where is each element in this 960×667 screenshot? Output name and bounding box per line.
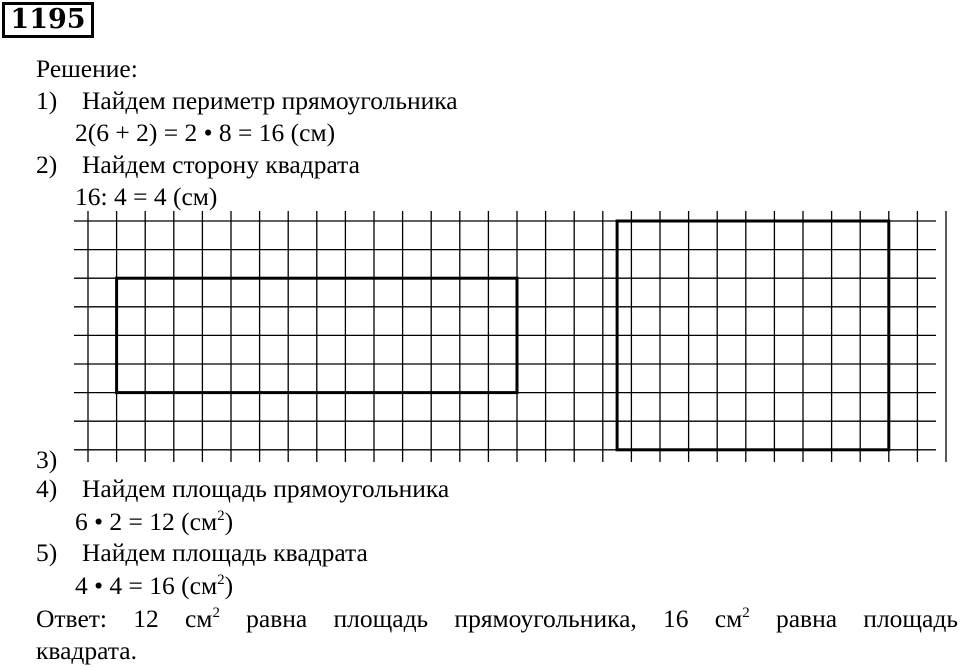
answer-part-3: равна площадь xyxy=(749,604,958,633)
answer-line-2: квадрата. xyxy=(36,636,137,665)
answer-line-1 xyxy=(36,604,958,638)
step-4-heading xyxy=(36,474,449,504)
step-4-formula xyxy=(75,507,233,541)
step-4-index: 4) xyxy=(36,474,58,503)
step-5-index: 5) xyxy=(36,538,58,567)
step-5-exponent: 2 xyxy=(217,572,225,588)
answer-part-1: Ответ: 12 см xyxy=(36,604,213,633)
answer-part-2: равна площадь прямоугольника, 16 см xyxy=(219,604,743,633)
step-5-text: Найдем площадь квадрата xyxy=(82,538,368,567)
step-4-formula-tail: ) xyxy=(224,507,234,536)
step-5-formula-tail: ) xyxy=(224,571,234,600)
step-5-formula xyxy=(75,571,233,605)
solution-label: Решение: xyxy=(36,54,138,83)
step-4-formula-main: 6 • 2 = 12 (см xyxy=(75,507,218,536)
step-2-index: 2) xyxy=(36,150,58,179)
step-4-text: Найдем площадь прямоугольника xyxy=(82,474,450,503)
problem-number-box: 1195 xyxy=(2,2,94,38)
step-2-text: Найдем сторону квадрата xyxy=(82,150,360,179)
step-5-heading xyxy=(36,538,368,568)
answer-exponent-1: 2 xyxy=(212,605,220,621)
step-1-index: 1) xyxy=(36,86,58,115)
step-5-formula-main: 4 • 4 = 16 (см xyxy=(75,571,218,600)
answer-exponent-2: 2 xyxy=(742,605,750,621)
step-2-formula: 16: 4 = 4 (см) xyxy=(75,182,218,211)
step-4-exponent: 2 xyxy=(217,508,225,524)
step-3-index: 3) xyxy=(36,445,58,474)
step-1-text: Найдем периметр прямоугольника xyxy=(82,86,458,115)
step-1-formula: 2(6 + 2) = 2 • 8 = 16 (см) xyxy=(75,118,336,147)
